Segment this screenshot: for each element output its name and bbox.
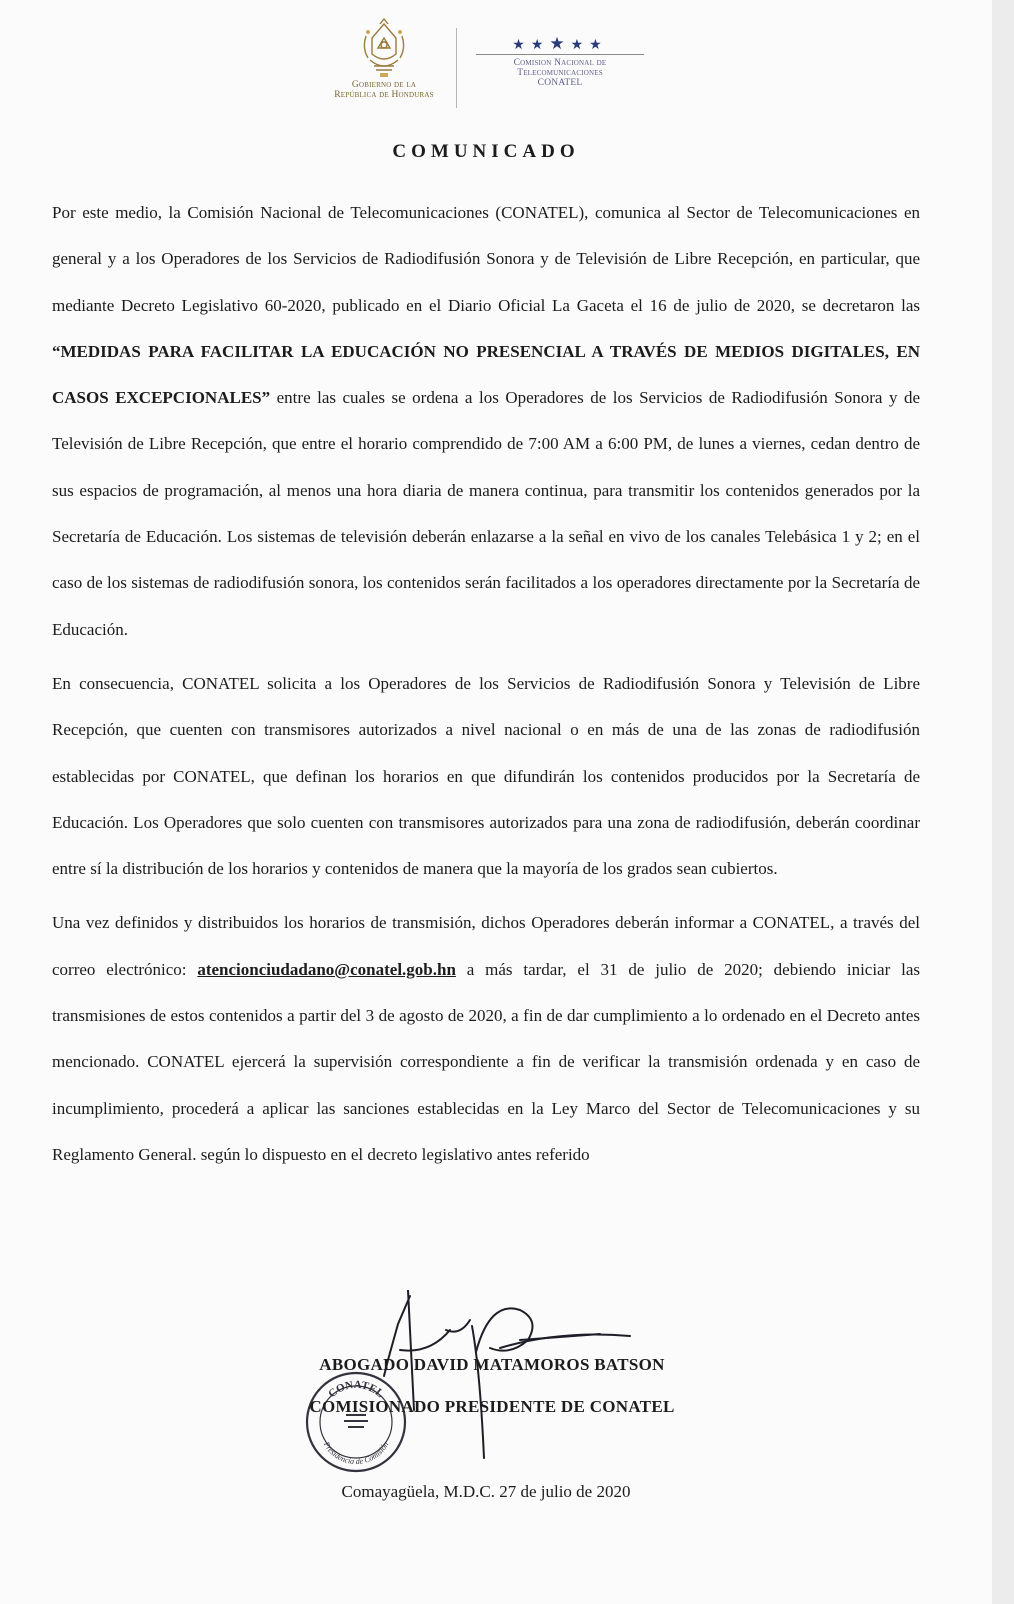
svg-text:Presidencia de Comisión: Presidencia de Comisión xyxy=(321,1440,391,1467)
decree-title: “MEDIDAS PARA FACILITAR LA EDUCACIÓN NO PRESENCIAL A TRAVÉS DE MEDIOS DIGITALES, EN CASOS EXCEPCIONALES” xyxy=(52,341,920,408)
conatel-line-2: Telecomunicaciones xyxy=(517,68,603,78)
government-logo xyxy=(318,14,450,114)
letterhead-divider xyxy=(456,28,457,108)
conatel-logo xyxy=(470,36,650,88)
conatel-line-3: CONATEL xyxy=(537,78,583,88)
letterhead xyxy=(0,14,992,114)
official-seal xyxy=(304,1370,408,1474)
government-line-2: República de Honduras xyxy=(334,90,434,100)
paragraph-2: En consecuencia, CONATEL solicita a los Operadores de los Servicios de Radiodifusión Sonora y Televisión de Libre Recepción, que cuenten con transmisores autorizados a nivel nacional o en más de una de las zonas de radiodifusión establecidas por CONATEL, que definan los horarios en que difundirán los contenidos producidos por la Secretaría de Educación. Los Operadores que solo cuenten con transmisores autorizados para una zona de radiodifusión, deberán coordinar entre sí la distribución de los horarios y contenidos de manera que la mayoría de los grados sean cubiertos. xyxy=(52,673,920,879)
honduras-coat-of-arms-icon xyxy=(356,18,412,80)
screen-margin xyxy=(992,0,1014,1604)
svg-text:CONATEL: CONATEL xyxy=(326,1378,386,1401)
conatel-rule xyxy=(476,54,644,55)
paragraph-1-rest: entre las cuales se ordena a los Operadores de los Servicios de Radiodifusión Sonora y de Televisión de Libre Recepción, que entre el horario comprendido de 7:00 AM a 6:00 PM, de lunes a viernes, cedan dentro de sus espacios de programación, al menos una hora diaria de manera continua, para transmitir los contenidos generados por la Secretaría de Educación. Los sistemas de televisión deberán enlazarse a la señal en vivo de los canales Telebásica 1 y 2; en el caso de los sistemas de radiodifusión sonora, los contenidos serán facilitados a los operadores directamente por la Secretaría de Educación. xyxy=(52,388,921,639)
government-line-1: Gobierno de la xyxy=(351,80,417,90)
city-and-date: Comayagüela, M.D.C. 27 de julio de 2020 xyxy=(341,1482,631,1501)
five-stars-icon: ★★★★★ xyxy=(512,34,608,53)
paragraph-3-intro: Una vez definidos y distribuidos los horarios de transmisión, dichos Operadores deberán informar a CONATEL, a través del correo electrónico: xyxy=(52,913,920,979)
signatory-role: COMISIONADO PRESIDENTE DE CONATEL xyxy=(309,1397,675,1416)
handwritten-signature xyxy=(380,1290,680,1465)
paragraph-1-intro: Por este medio, la Comisión Nacional de Telecomunicaciones (CONATEL), comunica al Sector de Telecomunicaciones en general y a los Operadores de los Servicios de Radiodifusión Sonora y de Televisión de Libre Recepción, en particular, que mediante Decreto Legislativo 60-2020, publicado en el Diario Oficial La Gaceta el 16 de julio de 2020, se decretaron las xyxy=(52,203,920,315)
paragraph-3-rest: a más tardar, el 31 de julio de 2020; debiendo iniciar las transmisiones de estos contenidos a partir del 3 de agosto de 2020, a fin de dar cumplimiento a lo ordenado en el Decreto antes mencionado. CONATEL ejercerá la supervisión correspondiente a fin de verificar la transmisión ordenada y en caso de incumplimiento, procederá a aplicar las sanciones establecidas en la Ley Marco del Sector de Telecomunicaciones y su Reglamento General. según lo dispuesto en el decreto legislativo antes referido xyxy=(52,959,920,1164)
document-title: COMUNICADO xyxy=(392,141,580,162)
document-body xyxy=(52,190,920,1178)
signature-block xyxy=(0,1290,992,1510)
signatory-name: ABOGADO DAVID MATAMOROS BATSON xyxy=(319,1355,665,1374)
email-link[interactable]: atencionciudadano@conatel.gob.hn xyxy=(197,959,456,979)
paragraph-1 xyxy=(52,190,920,653)
paragraph-3 xyxy=(52,900,920,1178)
conatel-line-1: Comision Nacional de xyxy=(513,58,607,68)
